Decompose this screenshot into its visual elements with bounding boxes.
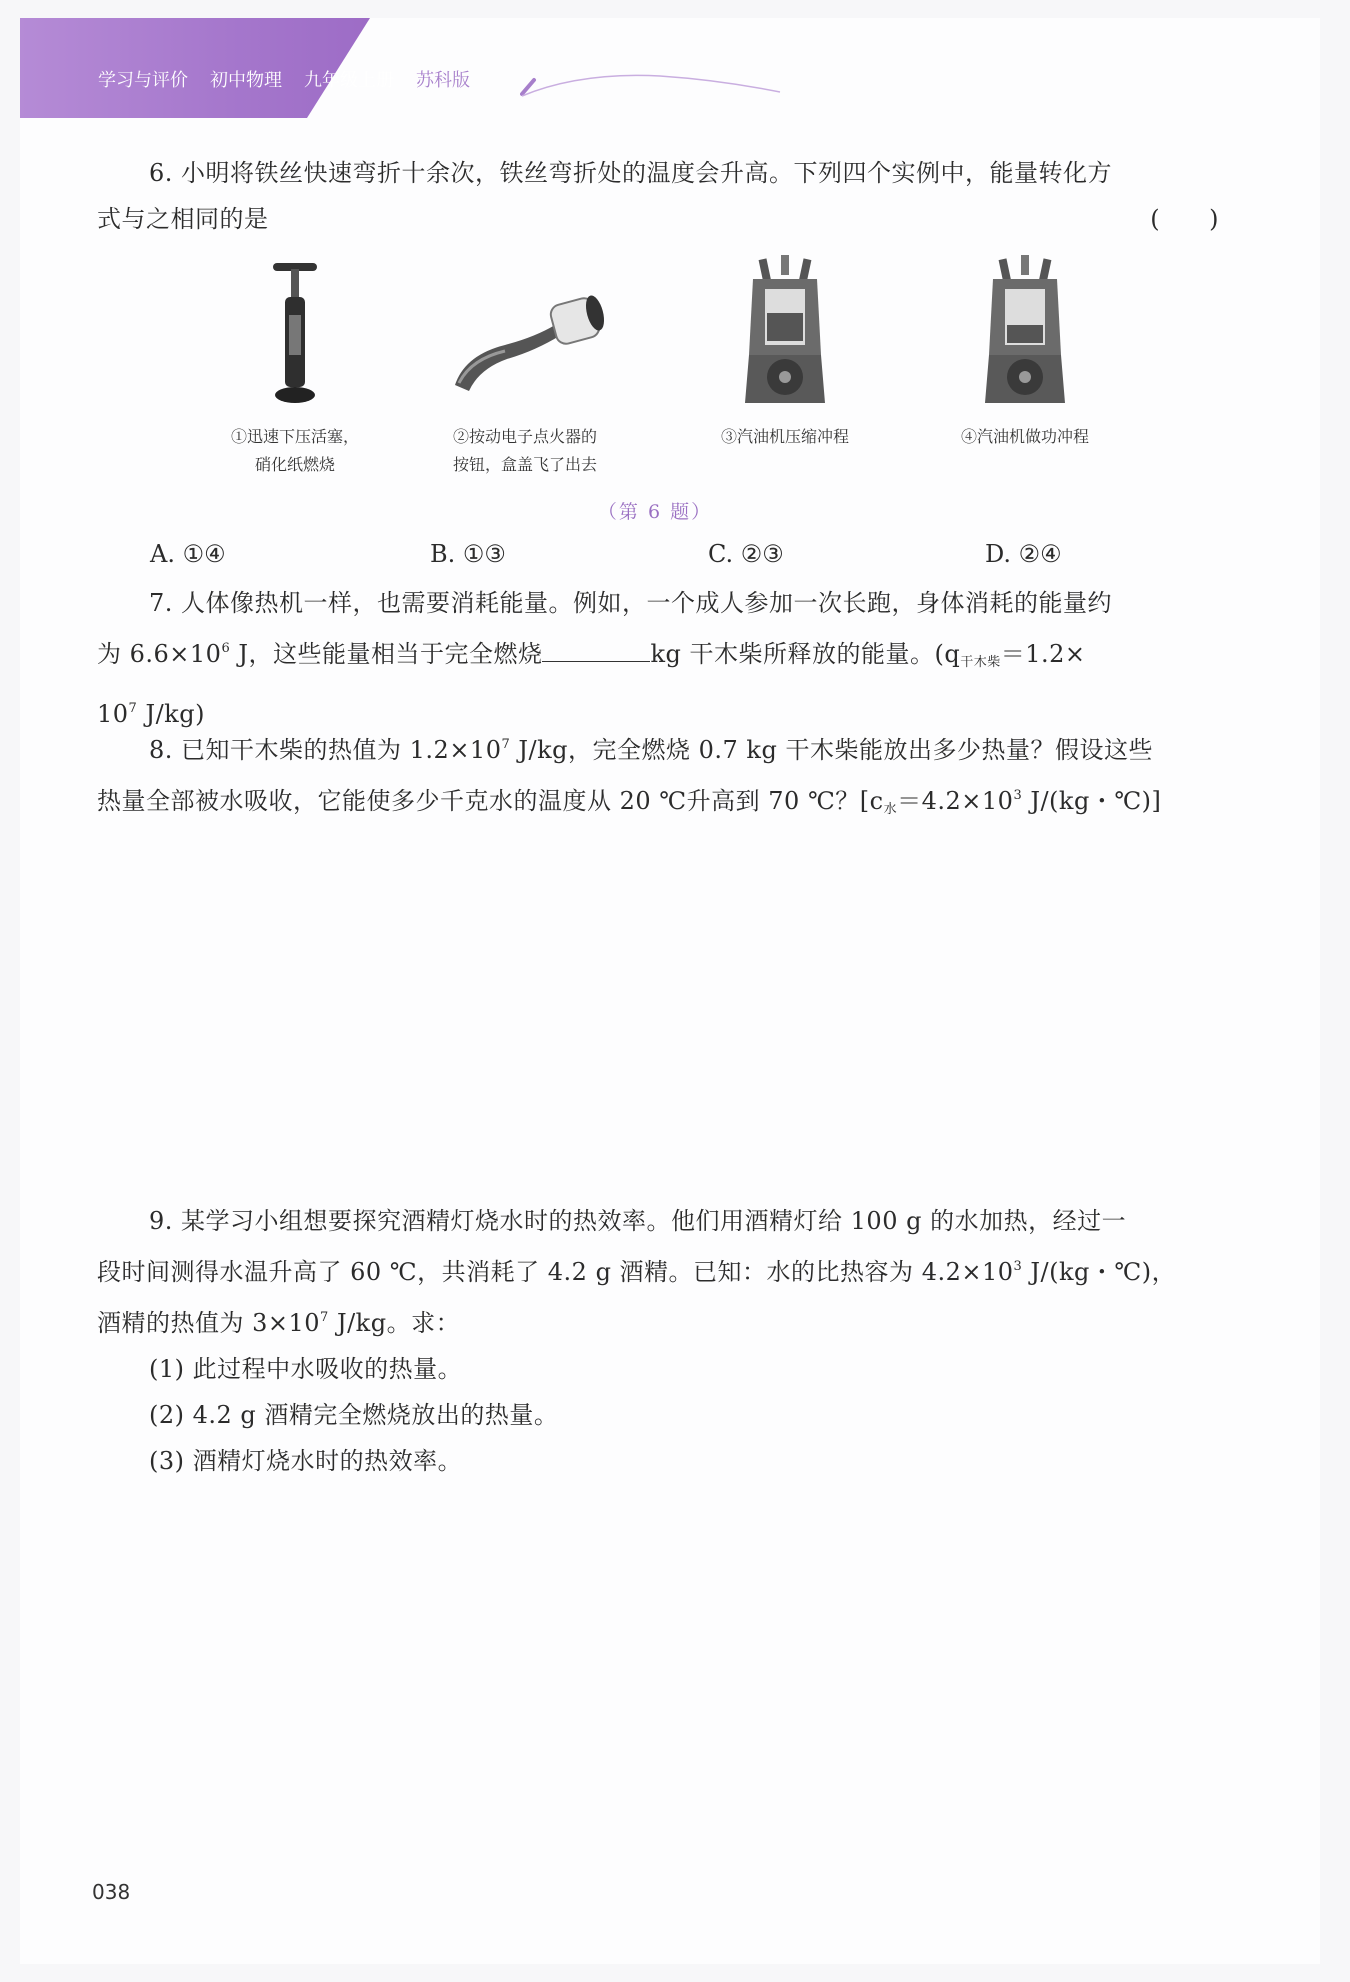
- q7-text: 为 6.6×10: [97, 640, 222, 668]
- q6-options: [150, 540, 1250, 580]
- header-text: [98, 66, 470, 92]
- header-series: 学习与评价: [98, 70, 188, 91]
- figure-3-caption: [670, 423, 900, 451]
- q9-text: 段时间测得水温升高了 60 ℃，共消耗了 4.2 g 酒精。已知：水的比热容为 4.2×10: [97, 1258, 1014, 1286]
- q9-text: 酒精的热值为 3×10: [97, 1309, 321, 1337]
- fig2-cap-line1: ②按动电子点火器的: [452, 427, 597, 446]
- q8-line2: [97, 773, 1219, 833]
- fig1-cap-line1: ①迅速下压活塞，: [230, 427, 359, 446]
- q9-sub1: (1) 此过程中水吸收的热量。: [149, 1355, 463, 1383]
- q7-text: ＝1.2×: [1000, 640, 1086, 668]
- figure-title: （第 6 题）: [597, 501, 713, 523]
- q6-line1: 6. 小明将铁丝快速弯折十余次，铁丝弯折处的温度会升高。下列四个实例中，能量转化方: [149, 159, 1113, 187]
- q6-line2: 式与之相同的是: [97, 205, 269, 233]
- pen-icon: [520, 62, 820, 102]
- air-pump-image: [235, 255, 355, 415]
- fig4-cap-line1: ④汽油机做功冲程: [960, 427, 1089, 446]
- q9-exponent: 3: [1013, 1259, 1023, 1274]
- fig2-cap-line2: 按钮，盒盖飞了出去: [452, 455, 597, 474]
- q8-line1: [97, 722, 1219, 773]
- q7-answer-blank[interactable]: [542, 633, 650, 662]
- engine-compression-image: [725, 255, 845, 415]
- fig3-cap-line1: ③汽油机压缩冲程: [720, 427, 849, 446]
- q7-line2: [97, 626, 1219, 686]
- header-grade: 九年级上册: [304, 70, 394, 91]
- q9-sub2: (2) 4.2 g 酒精完全燃烧放出的热量。: [149, 1401, 559, 1429]
- q6-figures: [180, 255, 1140, 495]
- igniter-image: [435, 255, 615, 415]
- fig1-cap-line2: 硝化纸燃烧: [254, 455, 335, 474]
- q7-text: 10: [97, 700, 129, 728]
- figure-4-caption: [910, 423, 1140, 451]
- q9-line3: [97, 1295, 1219, 1346]
- header-subject: 初中物理: [210, 70, 282, 91]
- q8-text: 8. 已知干木柴的热值为 1.2×10: [149, 736, 502, 764]
- option-c[interactable]: C. ②③: [708, 540, 784, 568]
- q9-text: J/(kg・℃)，: [1022, 1258, 1177, 1286]
- q6-answer-paren: ( ): [1150, 205, 1219, 233]
- figure-2-caption: [410, 423, 640, 479]
- q7-line1: 7. 人体像热机一样，也需要消耗能量。例如，一个成人参加一次长跑，身体消耗的能量约: [149, 589, 1113, 617]
- engine-power-image: [965, 255, 1085, 415]
- q7-subscript: 干木柴: [960, 655, 1001, 670]
- q8-text: J/(kg・℃)]: [1022, 787, 1162, 815]
- question-7: [97, 580, 1219, 737]
- figure-igniter: [410, 255, 640, 479]
- q8-text: ＝4.2×10: [897, 787, 1014, 815]
- q7-exponent: 6: [221, 641, 231, 656]
- q9-sub3: (3) 酒精灯烧水时的热效率。: [149, 1447, 463, 1475]
- option-d[interactable]: D. ②④: [985, 540, 1062, 568]
- question-9: [97, 1198, 1219, 1484]
- q8-exponent: 7: [501, 737, 511, 752]
- q7-text: J/kg): [137, 700, 205, 728]
- option-b[interactable]: B. ①③: [430, 540, 506, 568]
- q7-text: J，这些能量相当于完全燃烧: [230, 640, 543, 668]
- q8-text: J/kg，完全燃烧 0.7 kg 干木柴能放出多少热量？假设这些: [510, 736, 1153, 764]
- q9-text: J/kg。求：: [328, 1309, 461, 1337]
- q9-line2: [97, 1244, 1219, 1295]
- header-edition: 苏科版: [416, 70, 470, 91]
- q8-exponent: 3: [1013, 788, 1023, 803]
- option-a[interactable]: A. ①④: [150, 540, 226, 568]
- page-number: 038: [92, 1880, 131, 1904]
- q8-subscript: 水: [883, 802, 898, 817]
- figure-1-caption: [180, 423, 410, 479]
- figure-pump: [180, 255, 410, 479]
- figure-power-stroke: [910, 255, 1140, 451]
- question-6: [97, 150, 1219, 242]
- q7-exponent: 7: [128, 701, 138, 716]
- q9-exponent: 7: [320, 1310, 329, 1325]
- question-8: [97, 722, 1219, 833]
- q6-line2-row: [97, 196, 1219, 242]
- q8-text: 热量全部被水吸收，它能使多少千克水的温度从 20 ℃升高到 70 ℃？[c: [97, 787, 884, 815]
- q7-text: kg 干木柴所释放的能量。(q: [650, 640, 961, 668]
- q9-line1: 9. 某学习小组想要探究酒精灯烧水时的热效率。他们用酒精灯给 100 g 的水加热，经过一: [149, 1207, 1127, 1235]
- figure-compression-stroke: [670, 255, 900, 451]
